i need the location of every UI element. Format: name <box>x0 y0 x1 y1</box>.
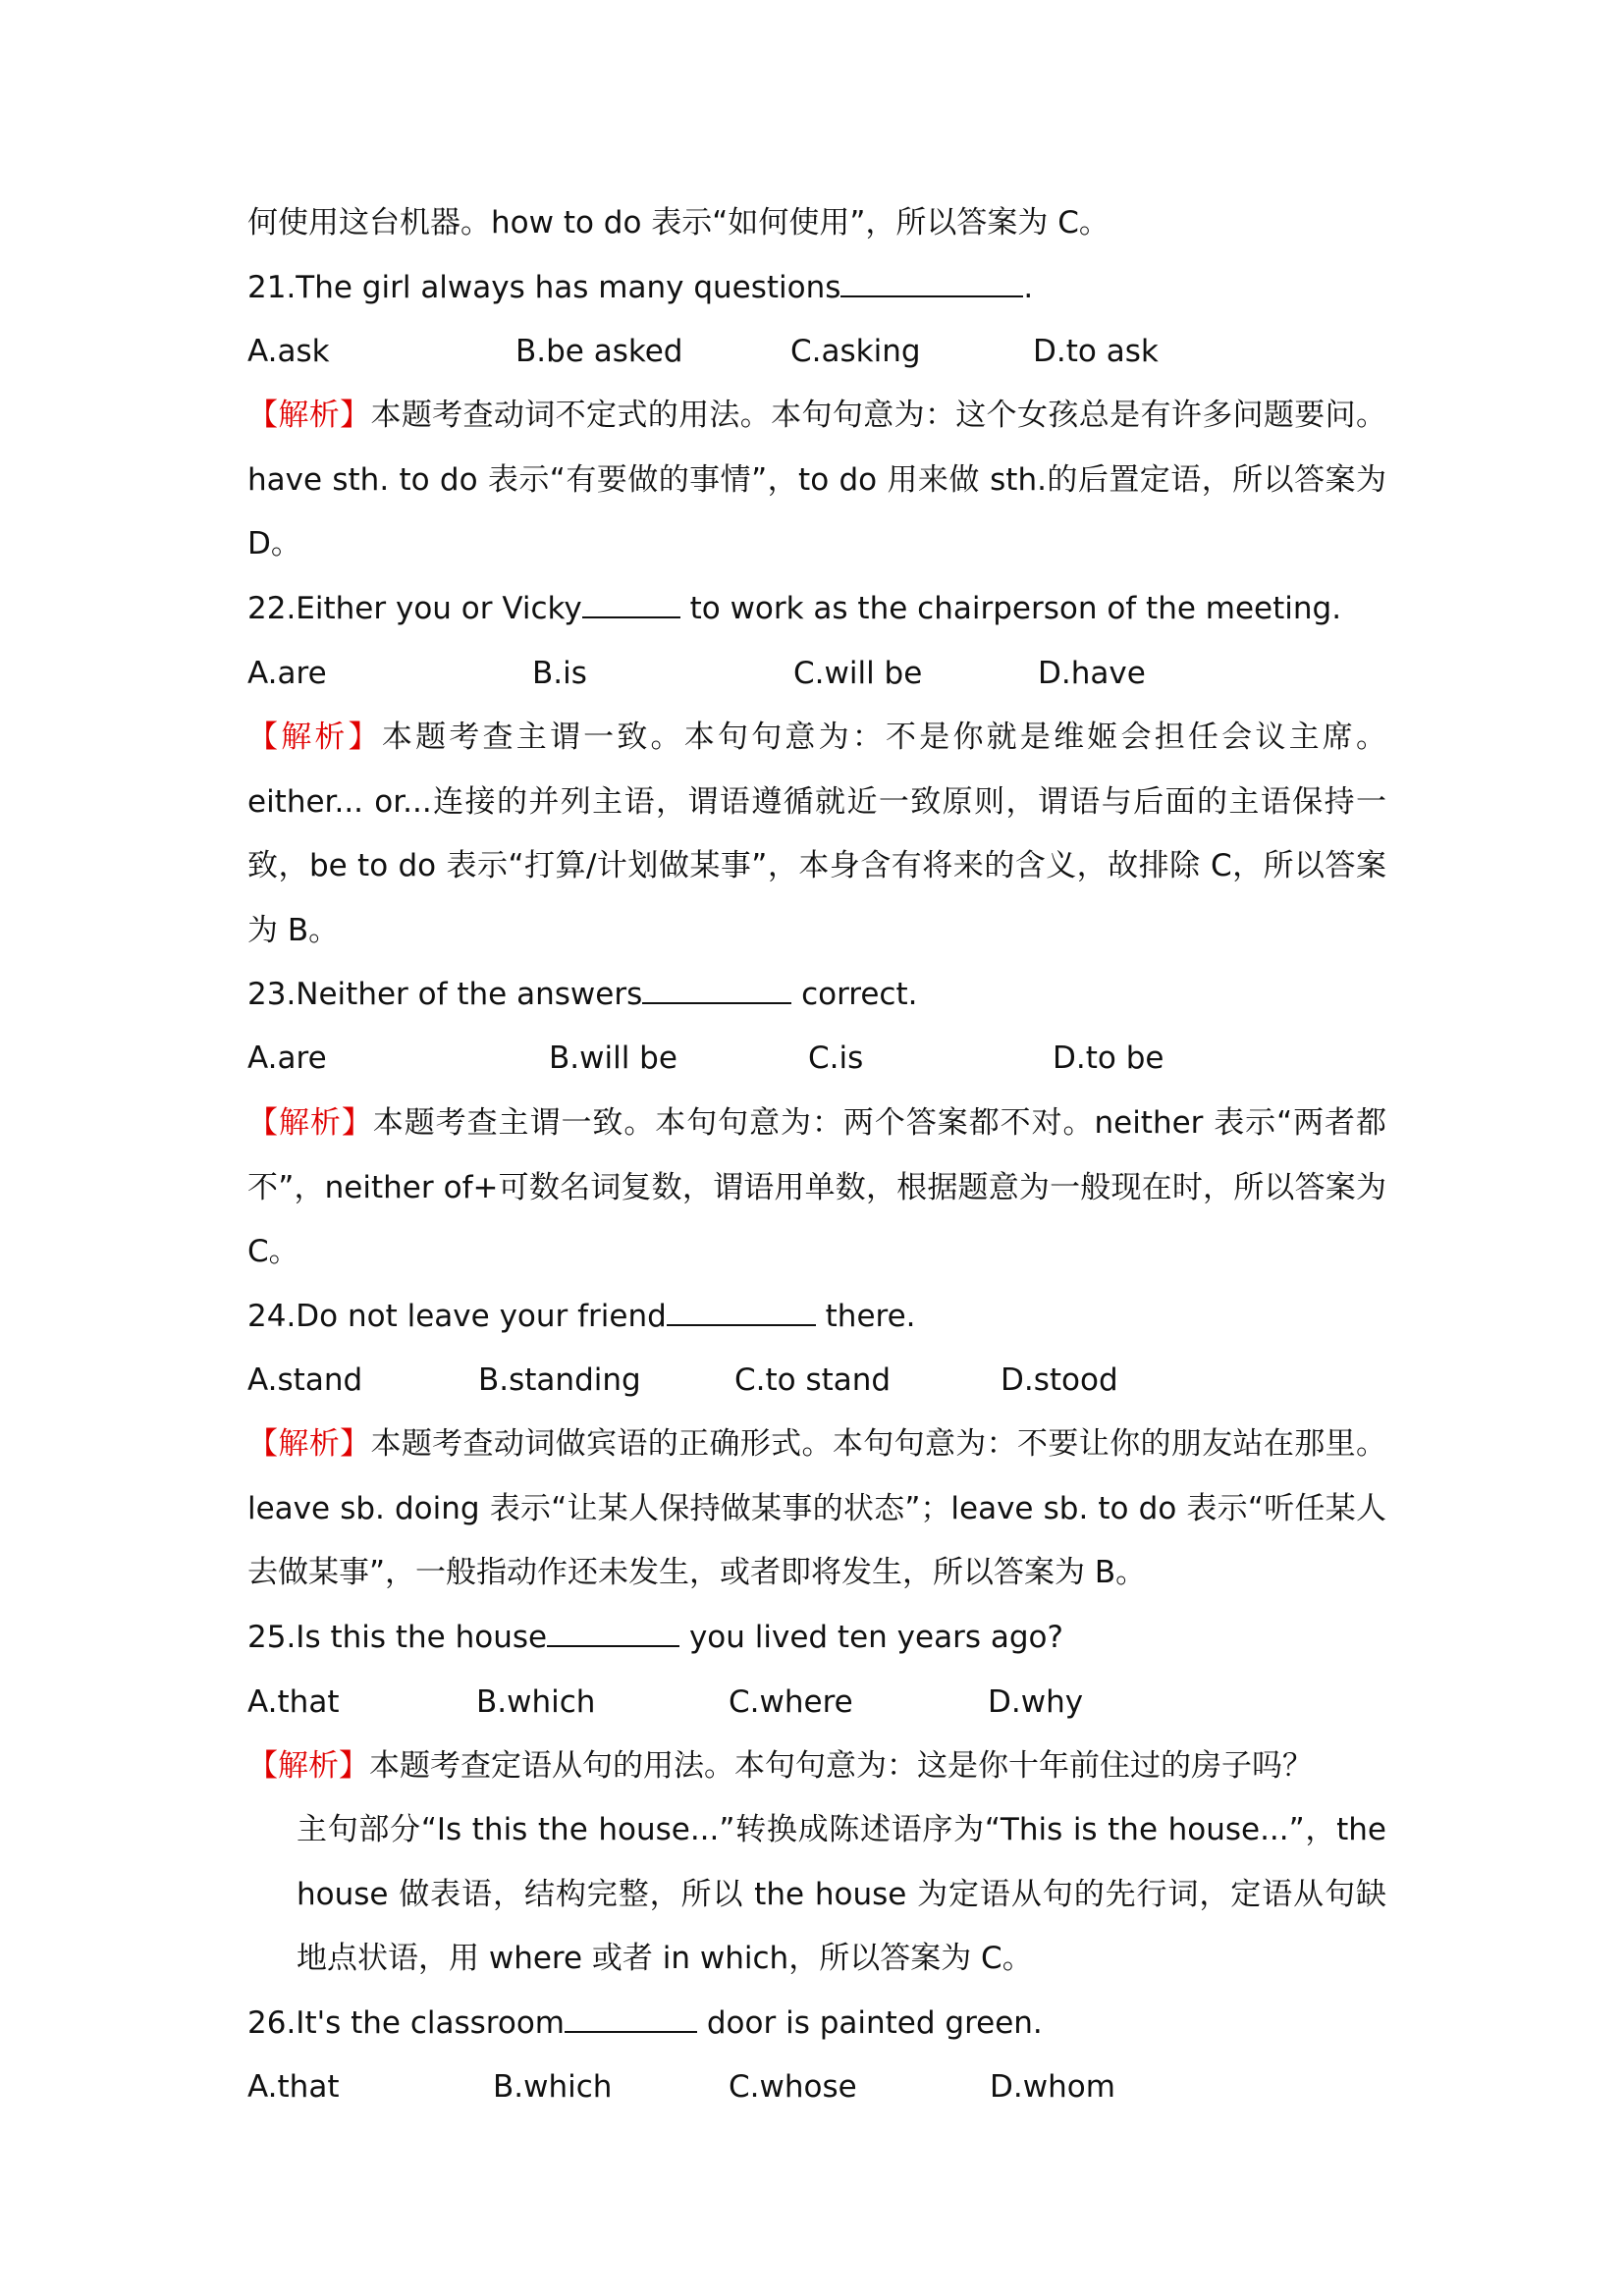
analysis-text: 本题考查主谓一致。本句句意为：两个答案都不对。neither 表示“两者都不”，neither of+可数名词复数，谓语用单数，根据题意为一般现在时，所以答案为 C。 <box>247 1105 1386 1269</box>
analysis-tag: 【解析】 <box>247 1426 371 1462</box>
question-25-stem <box>247 1616 1386 1659</box>
answer-blank <box>547 1616 679 1647</box>
question-23-stem <box>247 973 1386 1016</box>
analysis-22 <box>247 706 1386 963</box>
question-stem-text: . <box>1023 270 1034 305</box>
option-b: B.be asked <box>515 334 683 369</box>
analysis-tag: 【解析】 <box>247 1748 369 1784</box>
answer-blank <box>642 973 791 1004</box>
analysis-text: 本题考查主谓一致。本句句意为：不是你就是维姬会担任会议主席。either... or...连接的并列主语，谓语遵循就近一致原则，谓语与后面的主语保持一致，be to do 表示“打算/计划做某事”，本身含有将来的含义，故排除 C，所以答案为 B。 <box>247 720 1387 948</box>
option-d: D.have <box>1038 656 1146 691</box>
analysis-text: 本题考查定语从句的用法。本句句意为：这是你十年前住过的房子吗？ <box>369 1748 1313 1784</box>
question-22-stem <box>247 587 1386 630</box>
question-stem-text: there. <box>815 1299 916 1334</box>
answer-blank <box>840 266 1023 297</box>
analysis-text: 本题考查动词不定式的用法。本句句意为：这个女孩总是有许多问题要问。have sth. to do 表示“有要做的事情”，to do 用来做 sth.的后置定语，所以答案为 D。 <box>247 398 1387 561</box>
option-a: A.ask <box>247 334 330 369</box>
analysis-25-continued: 主句部分“Is this the house...”转换成陈述语序为“This is the house...”，the house 做表语，结构完整，所以 the house 为定语从句的先行词，定语从句缺地点状语，用 where 或者 in which，所以答案为 C。 <box>297 1812 1386 1976</box>
analysis-tag: 【解析】 <box>247 398 371 433</box>
question-stem-text: 21.The girl always has many questions <box>247 270 841 305</box>
analysis-tag: 【解析】 <box>247 720 382 755</box>
option-d: D.whom <box>990 2069 1115 2105</box>
option-c: C.to stand <box>734 1362 892 1398</box>
question-stem-text: you lived ten years ago? <box>679 1620 1063 1655</box>
answer-blank <box>565 2002 697 2033</box>
option-a: A.are <box>247 1041 327 1076</box>
intro-text: 何使用这台机器。how to do 表示“如何使用”，所以答案为 C。 <box>247 205 1110 240</box>
option-b: B.is <box>532 656 587 691</box>
option-c: C.is <box>808 1041 864 1076</box>
question-26-stem <box>247 2002 1386 2045</box>
option-a: A.that <box>247 2069 340 2105</box>
question-21-stem <box>247 266 1386 309</box>
option-c: C.asking <box>790 334 921 369</box>
option-a: A.that <box>247 1684 340 1720</box>
option-b: B.which <box>493 2069 613 2105</box>
question-stem-text: to work as the chairperson of the meeting. <box>679 591 1342 626</box>
question-24-stem <box>247 1295 1386 1338</box>
option-b: B.standing <box>478 1362 641 1398</box>
analysis-21 <box>247 384 1386 577</box>
option-c: C.whose <box>729 2069 857 2105</box>
option-b: B.will be <box>549 1041 677 1076</box>
question-stem-text: correct. <box>791 977 918 1012</box>
question-stem-text: 24.Do not leave your friend <box>247 1299 667 1334</box>
option-c: C.will be <box>793 656 923 691</box>
option-a: A.stand <box>247 1362 363 1398</box>
question-stem-text: 26.It's the classroom <box>247 2005 566 2041</box>
analysis-text: 本题考查动词做宾语的正确形式。本句句意为：不要让你的朋友站在那里。leave sb. doing 表示“让某人保持做某事的状态”；leave sb. to do 表示“听任某人去做某事”，一般指动作还未发生，或者即将发生，所以答案为 B。 <box>247 1426 1387 1590</box>
option-a: A.are <box>247 656 327 691</box>
option-d: D.why <box>988 1684 1084 1720</box>
option-c: C.where <box>729 1684 853 1720</box>
question-stem-text: 22.Either you or Vicky <box>247 591 582 626</box>
question-stem-text: door is painted green. <box>697 2005 1043 2041</box>
analysis-tag: 【解析】 <box>247 1105 373 1141</box>
question-stem-text: 25.Is this the house <box>247 1620 548 1655</box>
option-d: D.to be <box>1053 1041 1164 1076</box>
analysis-24 <box>247 1413 1386 1606</box>
question-stem-text: 23.Neither of the answers <box>247 977 643 1012</box>
option-d: D.stood <box>1001 1362 1118 1398</box>
option-b: B.which <box>476 1684 596 1720</box>
answer-blank <box>582 587 680 618</box>
analysis-23 <box>247 1092 1386 1285</box>
option-d: D.to ask <box>1033 334 1159 369</box>
answer-blank <box>667 1295 816 1326</box>
analysis-25 <box>247 1735 1386 1799</box>
